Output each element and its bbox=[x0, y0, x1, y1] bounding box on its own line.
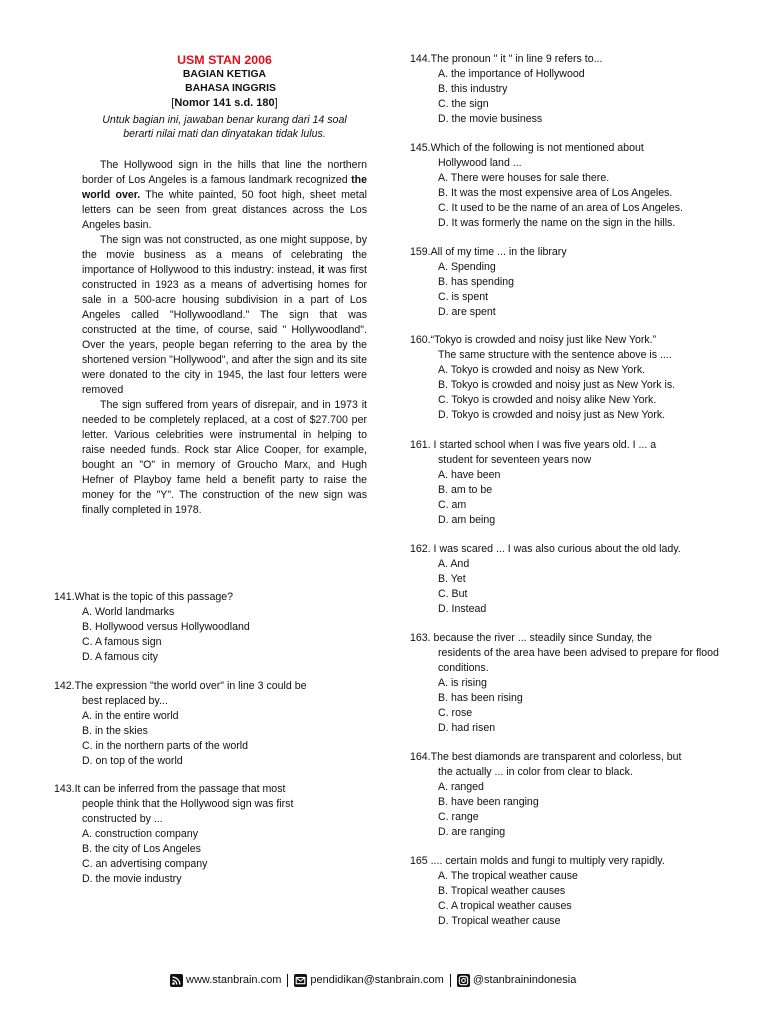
question-stem: 142.The expression "the world over" in line 3 could be bbox=[54, 680, 307, 692]
question-145 bbox=[410, 141, 768, 231]
option-d: D. A famous city bbox=[82, 651, 158, 663]
option-c: C. an advertising company bbox=[82, 858, 208, 870]
option-d: D. It was formerly the name on the sign in the hills. bbox=[438, 217, 676, 229]
section-label: BAGIAN KETIGA bbox=[182, 69, 267, 80]
option-c: C. am bbox=[438, 499, 467, 511]
question-stem: 165 .... certain molds and fungi to multiply very rapidly. bbox=[410, 855, 665, 867]
footer bbox=[170, 972, 610, 988]
option-a: A. Spending bbox=[438, 261, 496, 273]
option-b: B. have been ranging bbox=[438, 796, 539, 808]
question-stem: 143.It can be inferred from the passage that most bbox=[54, 783, 286, 795]
question-stem-cont: best replaced by... bbox=[82, 695, 168, 707]
question-stem-cont: the actually ... in color from clear to black. bbox=[438, 766, 633, 778]
option-a: A. construction company bbox=[82, 828, 198, 840]
option-a: A. the importance of Hollywood bbox=[438, 68, 585, 80]
question-stem: 159.All of my time ... in the library bbox=[410, 246, 567, 258]
option-a: A. And bbox=[438, 558, 470, 570]
question-stem: 163. because the river ... steadily since Sunday, the bbox=[410, 632, 652, 644]
option-a: A. The tropical weather cause bbox=[438, 870, 578, 882]
option-b: B. in the skies bbox=[82, 725, 148, 737]
option-c: C. Tokyo is crowded and noisy alike New York. bbox=[438, 394, 657, 406]
question-stem: 145.Which of the following is not mentioned about bbox=[410, 142, 644, 154]
question-159 bbox=[410, 245, 768, 320]
page-title: USM STAN 2006 bbox=[177, 53, 272, 67]
option-c: C. rose bbox=[438, 707, 473, 719]
passage-paragraph-1: The Hollywood sign in the hills that line the northern border of Los Angeles is a famous landmark recognized the world over. The white painted, 50 foot high, sheet metal letters can be seen from great distances across the Los Angeles basin. bbox=[82, 159, 367, 231]
question-165 bbox=[410, 854, 768, 929]
option-d: D. am being bbox=[438, 514, 496, 526]
question-stem: 141.What is the topic of this passage? bbox=[54, 591, 234, 603]
instruction-note: Untuk bagian ini, jawaban benar kurang dari 14 soal berarti nilai mati dan dinyatakan tidak lulus. bbox=[102, 114, 347, 140]
option-a: A. There were houses for sale there. bbox=[438, 172, 610, 184]
question-stem-cont: people think that the Hollywood sign was first constructed by ... bbox=[82, 798, 294, 825]
option-b: B. has spending bbox=[438, 276, 514, 288]
option-d: D. the movie business bbox=[438, 113, 543, 125]
question-143 bbox=[54, 782, 332, 887]
option-d: D. Tropical weather cause bbox=[438, 915, 561, 927]
question-163 bbox=[410, 631, 748, 736]
question-161 bbox=[410, 438, 768, 528]
option-b: B. It was the most expensive area of Los Angeles. bbox=[438, 187, 673, 199]
option-b: B. has been rising bbox=[438, 692, 523, 704]
option-b: B. this industry bbox=[438, 83, 508, 95]
option-c: C. A famous sign bbox=[82, 636, 162, 648]
option-b: B. the city of Los Angeles bbox=[82, 843, 201, 855]
option-a: A. ranged bbox=[438, 781, 484, 793]
question-range: [Nomor 141 s.d. 180] bbox=[171, 97, 278, 109]
question-stem: 161. I started school when I was five years old. I ... a bbox=[410, 439, 657, 451]
option-b: B. Hollywood versus Hollywoodland bbox=[82, 621, 250, 633]
rss-icon bbox=[170, 974, 183, 987]
option-a: A. have been bbox=[438, 469, 501, 481]
question-160 bbox=[410, 333, 768, 423]
question-stem-cont: student for seventeen years now bbox=[438, 454, 592, 466]
instagram-icon bbox=[457, 974, 470, 987]
option-d: D. on top of the world bbox=[82, 755, 183, 767]
option-d: D. are ranging bbox=[438, 826, 506, 838]
mail-icon bbox=[294, 974, 307, 987]
option-c: C. the sign bbox=[438, 98, 489, 110]
option-c: C. in the northern parts of the world bbox=[82, 740, 249, 752]
option-d: D. Tokyo is crowded and noisy just as New York. bbox=[438, 409, 666, 421]
question-stem: 144.The pronoun " it " in line 9 refers to... bbox=[410, 53, 603, 65]
question-stem: 160.“Tokyo is crowded and noisy just like New York.” bbox=[410, 334, 657, 346]
option-d: D. had risen bbox=[438, 722, 496, 734]
option-a: A. in the entire world bbox=[82, 710, 179, 722]
instagram-link[interactable]: @stanbrainindonesia bbox=[472, 974, 577, 987]
option-d: D. are spent bbox=[438, 306, 496, 318]
option-b: B. Tokyo is crowded and noisy just as New York is. bbox=[438, 379, 676, 391]
option-a: A. is rising bbox=[438, 677, 487, 689]
website-link[interactable]: www.stanbrain.com bbox=[186, 974, 282, 987]
question-164 bbox=[410, 750, 768, 840]
question-stem-cont: residents of the area have been advised to prepare for flood conditions. bbox=[438, 647, 719, 674]
option-c: C. range bbox=[438, 811, 479, 823]
option-d: D. Instead bbox=[438, 603, 487, 615]
option-b: B. am to be bbox=[438, 484, 493, 496]
footer-divider bbox=[287, 974, 288, 987]
question-stem: 162. I was scared ... I was also curious about the old lady. bbox=[410, 543, 681, 555]
passage-paragraph-2: The sign was not constructed, as one might suppose, by the movie business as a means of celebrating the importance of Hollywood to this industry: instead, it was first constructed in 1923 as a means of advertising homes for sale in a 500-acre housing subdivision in a part of Los Angeles called "Hollywoodland." The sign that was constructed at the time, of course, said " Hollywoodland". Over the years, people began referring to the area by the shortened version "Hollywood", and after the sign and its site were donated to the city in 1945, the last four letters were removed bbox=[82, 234, 367, 396]
footer-divider bbox=[450, 974, 451, 987]
email-link[interactable]: pendidikan@stanbrain.com bbox=[310, 974, 444, 987]
option-a: A. World landmarks bbox=[82, 606, 175, 618]
option-d: D. the movie industry bbox=[82, 873, 182, 885]
option-c: C. is spent bbox=[438, 291, 489, 303]
option-c: C. It used to be the name of an area of Los Angeles. bbox=[438, 202, 683, 214]
question-142 bbox=[54, 679, 402, 769]
subject-label: BAHASA INGGRIS bbox=[185, 83, 276, 94]
passage-paragraph-3: The sign suffered from years of disrepair, and in 1973 it needed to be completely replaced, at a cost of $27.700 per letter. Various celebrities were instrumental in helping to raise needed funds. Rock star Alice Cooper, for example, bought an "O" in memory of Groucho Marx, and Hugh Hefner of Playboy fame held a benefit party to raise the money for the "Y". The construction of the new sign was finally completed in 1978. bbox=[82, 399, 367, 516]
question-144 bbox=[410, 52, 768, 127]
question-stem: 164.The best diamonds are transparent and colorless, but bbox=[410, 751, 682, 763]
question-stem-cont: The same structure with the sentence above is .... bbox=[438, 349, 672, 361]
option-c: C. A tropical weather causes bbox=[438, 900, 572, 912]
question-162 bbox=[410, 542, 768, 617]
option-b: B. Yet bbox=[438, 573, 466, 585]
option-b: B. Tropical weather causes bbox=[438, 885, 566, 897]
header bbox=[82, 53, 367, 141]
option-c: C. But bbox=[438, 588, 468, 600]
question-141 bbox=[54, 590, 402, 665]
reading-passage bbox=[82, 158, 367, 518]
question-stem-cont: Hollywood land ... bbox=[438, 157, 522, 169]
option-a: A. Tokyo is crowded and noisy as New York. bbox=[438, 364, 646, 376]
